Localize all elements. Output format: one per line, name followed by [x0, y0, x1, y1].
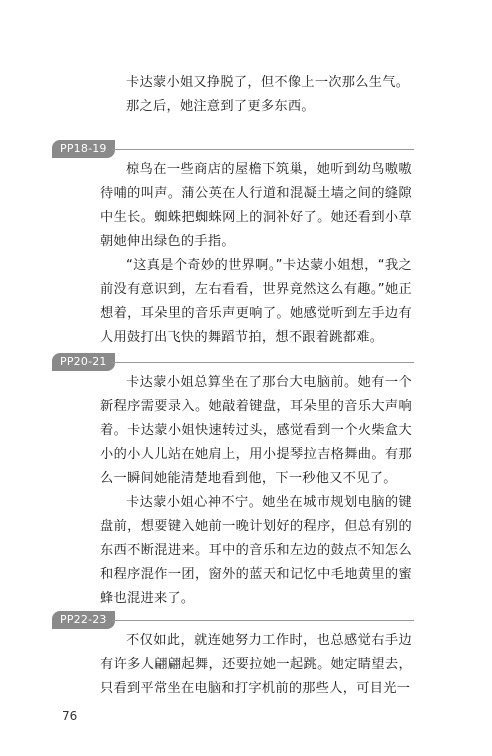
- page-range-tag: PP22-23: [52, 611, 115, 629]
- paragraph: 那之后，她注意到了更多东西。: [126, 99, 315, 114]
- page-range-tag: PP20-21: [52, 353, 115, 371]
- page-number: 76: [62, 709, 78, 723]
- paragraph: “这真是个奇妙的世界啊。”卡达蒙小姐想，“我之前没有意识到，左右看看，世界竟然这么有趣。”她正想着，耳朵里的音乐声更响了。她感觉听到左手边有人用鼓打出飞快的舞蹈节拍，想不跟着跳都难。: [100, 258, 412, 345]
- paragraph: 不仅如此，就连她努力工作时，也总感觉右手边有许多人翩翩起舞，还要拉她一起跳。她定睛望去，只看到平常坐在电脑和打字机前的那些人，可目光一: [100, 633, 412, 696]
- page-range-tag: PP18-19: [52, 140, 115, 158]
- divider: [112, 362, 414, 363]
- section-heading: [52, 140, 414, 160]
- paragraph: 卡达蒙小姐总算坐在了那台大电脑前。她有一个新程序需要录入。她敲着键盘，耳朵里的音乐大声响着。卡达蒙小姐快速转过头，感觉看到一个火柴盒大小的小人儿站在她肩上，用小提琴拉吉格舞曲。有那么一瞬间她能清楚地看到他，下一秒他又不见了。: [100, 375, 412, 486]
- section-heading: [52, 611, 414, 631]
- section-heading: [52, 353, 414, 373]
- paragraph: 卡达蒙小姐又挣脱了，但不像上一次那么生气。: [126, 75, 410, 90]
- divider: [112, 620, 414, 621]
- divider: [112, 149, 414, 150]
- paragraph: 卡达蒙小姐心神不宁。她坐在城市规划电脑的键盘前，想要键入她前一晚计划好的程序，但总有别的东西不断混进来。耳中的音乐和左边的鼓点不知怎么和程序混作一团，窗外的蓝天和记忆中毛地黄里的蜜蜂也混进来了。: [100, 495, 412, 606]
- paragraph: 椋鸟在一些商店的屋檐下筑巢，她听到幼鸟嗷嗷待哺的叫声。蒲公英在人行道和混凝土墙之间的缝隙中生长。蜘蛛把蜘蛛网上的洞补好了。她还看到小草朝她伸出绿色的手指。: [100, 162, 412, 249]
